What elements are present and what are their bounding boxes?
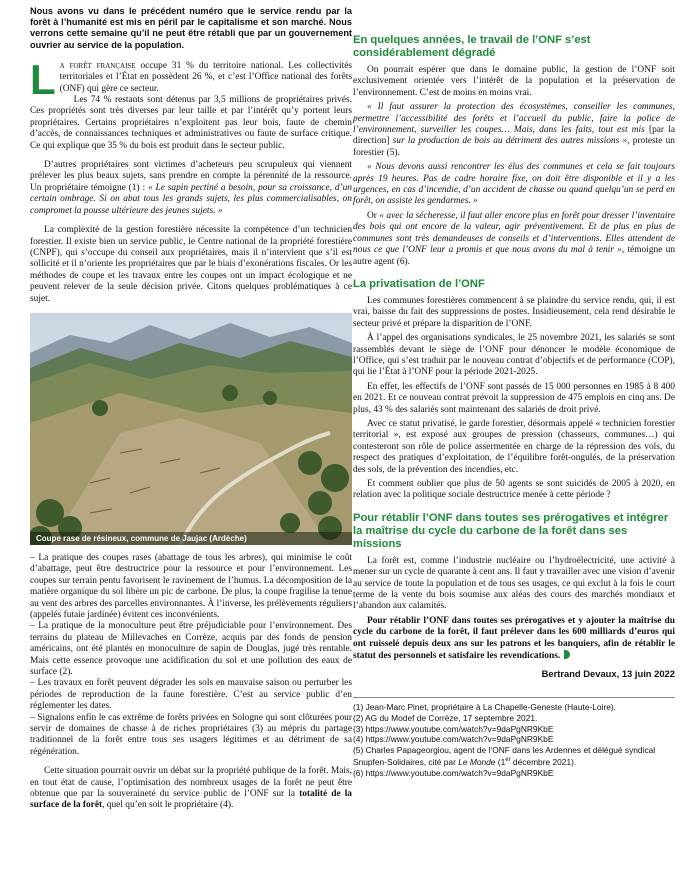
quote-drought-b: « avec la sécheresse, il faut aller encore plus en forêt pour dresser l’inventaire des bois qui ont encore de la valeur, agir préventivement. Et de plus en plus de communes sont très demandeuses de conseils et d’interventions. Elles attendent de nous ce que l’ONF leur a promis et que nous avons du mal à tenir » bbox=[353, 210, 675, 256]
quote-forester-b: [par la direction] bbox=[353, 125, 675, 147]
bullet-monoculture: – La pratique de la monoculture peut être préjudiciable pour l’environnement. Des terrains du plateau de Millevaches en Corrèze, acquis par des fonds de pension américains, ont été plantés en monoculture de sapin de Douglas, jugé très rentable. Mais cette essence provoque une acidification du sol et une pollution des eaux de surface (2). bbox=[30, 621, 352, 677]
article-intro: Nous avons vu dans le précédent numéro que le service rendu par la forêt à l’humanité est mis en péril par le capitalisme et son marché. Nous verrons cette semaine qu’il ne peut être rétabli que par un gouvernement ouvrier au service de la population. bbox=[30, 6, 352, 50]
footnote-5 bbox=[353, 745, 675, 768]
author-signature: Bertrand Devaux, 13 juin 2022 bbox=[541, 668, 675, 680]
footnote-4[interactable]: (4) https://www.youtube.com/watch?v=9daPgNR9KbE bbox=[353, 734, 554, 745]
photo-caption: Coupe rase de résineux, commune de Jaujac (Ardèche) bbox=[30, 532, 352, 545]
footnote-5-text: (5) Charles Papageorgiou, agent de l’ONF dans les Ardennes et délégué syndical Snupfen-Solidaires, cité par bbox=[353, 744, 656, 768]
footnote-3[interactable]: (3) https://www.youtube.com/watch?v=9daPgNR9KbE bbox=[353, 723, 554, 734]
section-title-privatisation: La privatisation de l’ONF bbox=[353, 277, 485, 290]
end-mark-icon bbox=[564, 650, 570, 659]
section-title-restore-onf: Pour rétablir l’ONF dans toutes ses prérogatives et intégrer la maîtrise du cycle du carbone de la forêt dans ses missions bbox=[353, 511, 669, 550]
footnote-5-sup: er bbox=[505, 757, 511, 764]
quote-forester bbox=[353, 102, 675, 159]
right-column bbox=[353, 0, 675, 778]
public-ownership-bold: totalité de la surface de la forêt bbox=[30, 789, 352, 811]
public-ownership-text: Cette situation pourrait ouvrir un débat sur la propriété publique de la forêt. Mais, en tout état de cause, l’optimisation des nombreux usages de la forêt ne peut être obtenue que par la souveraineté du service public de l’ONF sur la bbox=[30, 766, 352, 800]
testimony-text: D’autres propriétaires sont victimes d’acheteurs peu scrupuleux qui viennent prélever les plus beaux sujets, sans prendre en compte la pérennité de la ressource. Un propriétaire témoigne (1) : bbox=[30, 160, 352, 193]
paragraph-union-call: À l’appel des organisations syndicales, le 25 novembre 2021, les salariés se sont rassemblés devant le siège de l’ONF pour dénoncer le modèle économique de l’Office, qui s’est traduit par le nouveau contrat d’objectifs et de performance (COP), qui lie l’État à l’ONF pour la période 2021-2025. bbox=[353, 333, 675, 378]
footnote-5-date-a: (1 bbox=[495, 757, 506, 768]
lead-smallcaps: a forêt française bbox=[59, 60, 136, 71]
paragraph-testimony bbox=[30, 160, 352, 217]
footnote-5-date-b: décembre 2021). bbox=[510, 757, 577, 768]
paragraph-private-status: Avec ce statut privatisé, le garde forestier, désormais appelé « technicien forestier territorial », est exposé aux groupes de pression (chasseurs, communes…) qui contesteront son rôle de police assermentée en charge de la répression des vols, du respect des pratiques d’exploitation, de l’équilibre forêt-ongulés, de la préservation des sols, de la prévention des incendies, etc. bbox=[353, 418, 675, 475]
footnote-6[interactable]: (6) https://www.youtube.com/watch?v=9daPgNR9KbE bbox=[353, 767, 554, 778]
bullet-sologne: – Signalons enfin le cas extrême de forêts privées en Sologne qui sont clôturées pour servir de domaines de chasse à de riches propriétaires (3) au mépris du partage traditionnel de la forêt entre tous ses usagers légitimes et au détriment de sa régénération. bbox=[30, 712, 352, 757]
clear-cut-photo bbox=[30, 313, 352, 545]
quote-drought-a: Or bbox=[367, 210, 380, 221]
quote-elected-officials-text: « Nous devons aussi rencontrer les élus des communes et cela se fait toujours après 19 heures. Pas de cadre horaire fixe, on doit être disponible et il y a les urgences, en cas d’incendie, d’un accident de chasse ou quand quelqu’un se perd en forêt, on assiste les gendarmes. » bbox=[353, 162, 675, 207]
paragraph-complexity: La complexité de la gestion forestière nécessite la compétence d’un technicien forestier. Il existe bien un service public, le Centre national de la propriété forestière (CNPF), qui s’occupe du conseil aux propriétaires, mais il n’intervient que s’il est sollicité et il n’oriente les propriétaires que par le biais d’exonérations fiscales. Or les méthodes de coupe et les travaux entre les coupes ont un impact écologique et ne peuvent relever de la seule décision privée. Citons quelques problématiques à ce sujet. bbox=[30, 225, 352, 304]
footnote-2: (2) AG du Modef de Corrèze, 17 septembre 2021. bbox=[353, 713, 538, 724]
paragraph-restore bbox=[353, 616, 675, 663]
quote-forester-d: , proteste un forestier (5). bbox=[353, 136, 675, 158]
paragraph-public-domain: On pourrait espérer que dans le domaine public, la gestion de l’ONF soit exclusivement orientée vers l’intérêt de la population et la préservation de l’environnement. C’est de moins en moins vrai. bbox=[353, 65, 675, 98]
left-column bbox=[30, 0, 352, 812]
footnote-5-source: Le Monde bbox=[458, 757, 496, 768]
section-title-degradation: En quelques années, le travail de l’ONF s’est considérablement dégradé bbox=[353, 34, 591, 59]
drop-cap: L bbox=[30, 55, 56, 103]
quote-elected-officials bbox=[353, 162, 675, 208]
public-ownership-end: , quel qu’en soit le propriétaire (4). bbox=[102, 800, 234, 811]
landscape-illustration bbox=[30, 313, 352, 545]
paragraph-private-owners: Les 74 % restants sont détenus par 3,5 millions de propriétaires privés. Ces propriétés sont très diverses par leur taille et par l’intérêt qu’y portent leurs propriétaires. Certains propriétaires n’exploitent pas leur bois, faute de chemin d’accès, de connaissances techniques et administratives ou faute de surface critique. Ce qui explique que 35 % du bois est produit dans le secteur public. bbox=[30, 95, 352, 151]
testimony-quote: « Le sapin pectiné a besoin, pour sa croissance, d’un certain ombrage. Si on abat tous les grands sujets, les plus commercialisables, on compromet la pousse ultérieure des jeunes sujets. » bbox=[30, 182, 352, 216]
restore-text: Pour rétablir l’ONF dans toutes ses prérogatives et y ajouter la maîtrise du cycle du carbone de la forêt, il faut prélever dans les 600 milliards d’euros qui ont ruisselé depuis deux ans sur les patrons et les banquiers, afin de rétablir le statut des personnels et satisfaire les revendications. bbox=[353, 615, 675, 662]
quote-forester-c: sur la production de bois au détriment des autres missions » bbox=[389, 136, 628, 147]
quote-forester-a: « Il faut assurer la protection des écosystèmes, conseiller les communes, permettre l’accessibilité des forêts et l’accueil du public, faire la police de l’environnement, surveiller les coupes… Mais, dans les faits, tout est mis bbox=[353, 102, 675, 136]
paragraph-headcount: En effet, les effectifs de l’ONF sont passés de 15 000 personnes en 1985 à 8 400 en 2021. Et ce nouveau contrat prévoit la suppression de 475 emplois en cinq ans. De plus, 43 % des salariés sont maintenant des salariés de droit privé. bbox=[353, 381, 675, 415]
bullet-forest-work: – Les travaux en forêt peuvent dégrader les sols en mauvaise saison ou perturber les périodes de reproduction de la faune forestière. C’est au service public d’en réglementer les dates. bbox=[30, 678, 352, 712]
footnote-1: (1) Jean-Marc Pinet, propriétaire à La Chapelle-Geneste (Haute-Loire). bbox=[353, 702, 617, 713]
lead-paragraph bbox=[30, 55, 353, 103]
paragraph-suicides: Et comment oublier que plus de 50 agents se sont suicidés de 2005 à 2020, en relation avec la politique sociale destructrice menée à cette période ? bbox=[353, 479, 675, 501]
quote-drought-c: , témoigne un autre agent (6). bbox=[353, 245, 676, 267]
footnotes bbox=[353, 697, 675, 778]
lead-text: occupe 31 % du territoire national. Les collectivités territoriales et l’État en possèdent 26 %, et c’est l’Office national des forêts (ONF) qui gère ce secteur. bbox=[59, 60, 353, 94]
paragraph-public-ownership bbox=[30, 766, 352, 812]
paragraph-communes: Les communes forestières commencent à se plaindre du service rendu, qui, il est vrai, baisse du fait des suppressions de postes. Insidieusement, cela rend désirable le secteur privé et prépare la disparition de l’ONF. bbox=[353, 295, 675, 329]
paragraph-cycle: La forêt est, comme l’industrie nucléaire ou l’hydroélectricité, une activité à mener sur un cycle de quarante à cent ans. Il faut y travailler avec une vision d’avenir au service de toute la population et de tous ses usages, ce qui exclut à la fois le court terme de la vente du bois soumise aux aléas des cours des marchés mondiaux et l’abandon aux calamités. bbox=[353, 555, 675, 612]
quote-drought bbox=[353, 211, 675, 268]
bullet-clear-cuts: – La pratique des coupes rases (abattage de tous les arbres), qui minimise le coût d’abattage, peut être destructrice pour la ressource et pour l’environnement. Les coupes sur terrain pentu favorisent le ravinement de l’humus. La décomposition de la matière organique du sol libère un pic de carbone. De plus, la coupe fragilise la tenue au vent des arbres des parcelles environnantes. À l’inverse, les prélèvements réguliers (appelés futaie jardinée) évitent ces inconvénients. bbox=[30, 552, 353, 620]
